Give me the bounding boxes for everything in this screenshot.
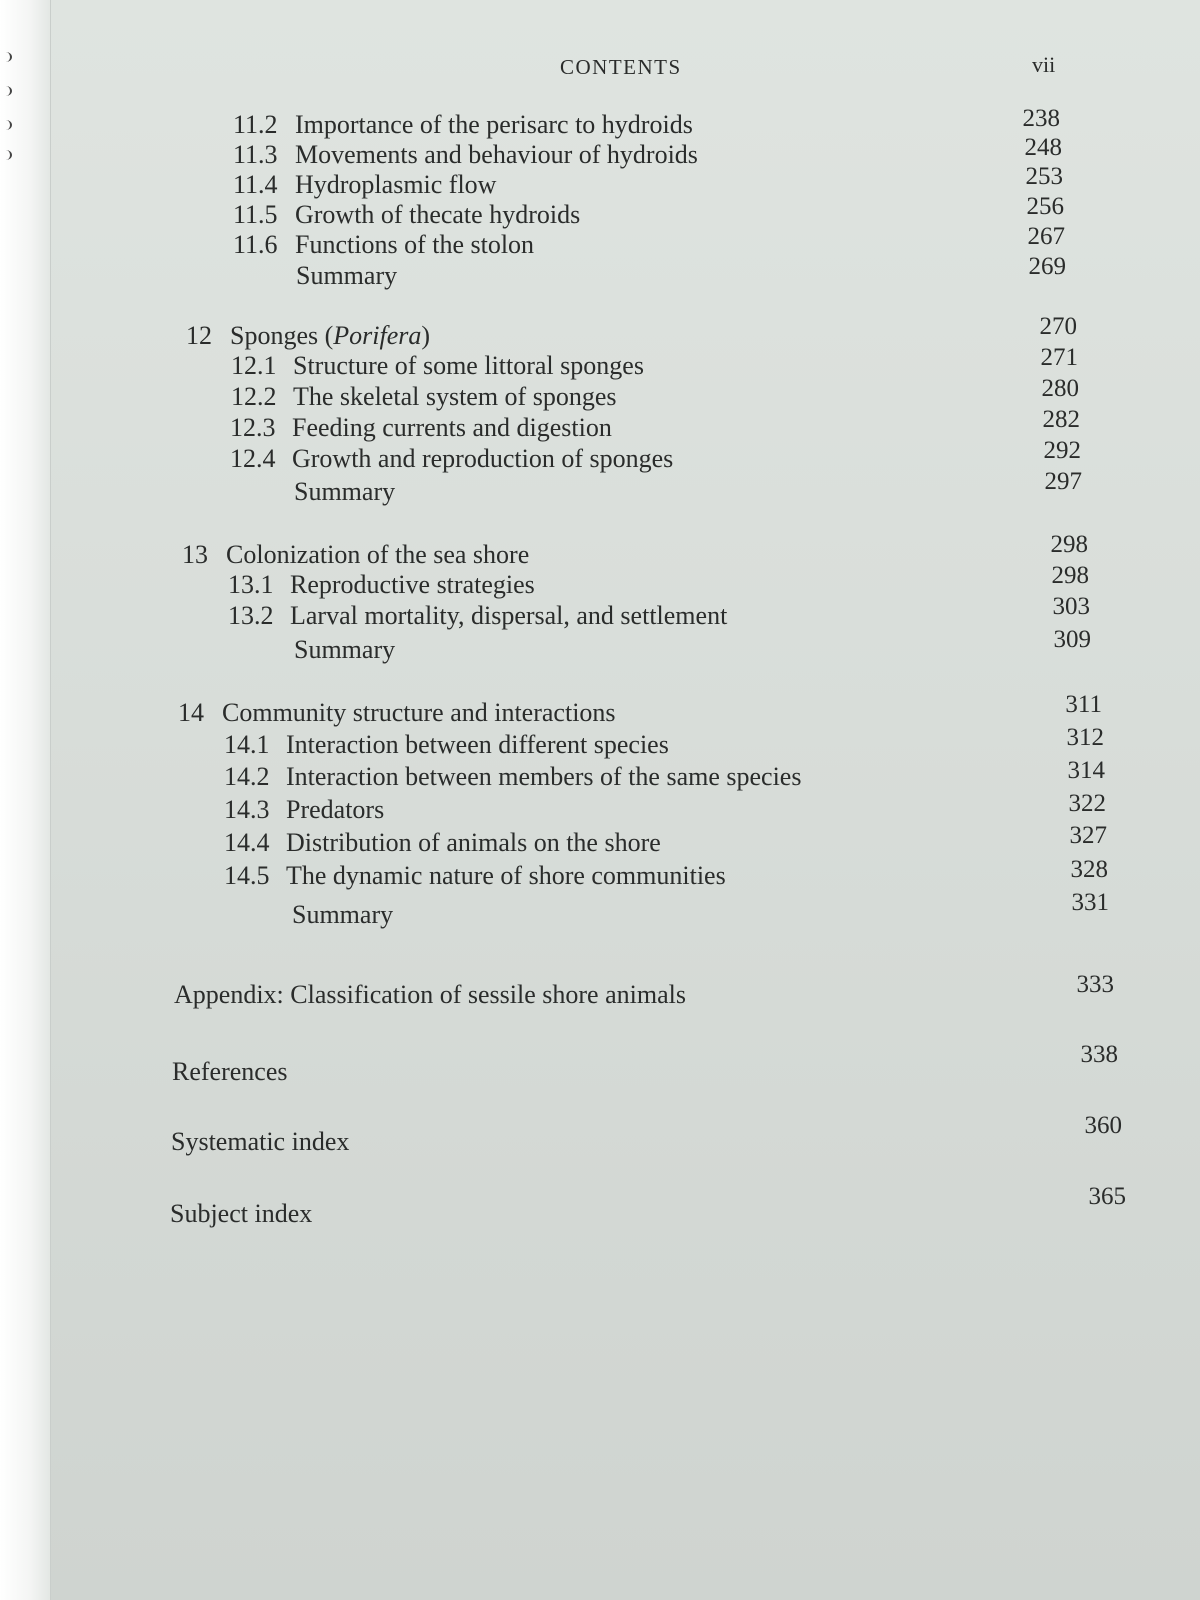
toc-section [224, 730, 669, 760]
section-title: Distribution of animals on the shore [286, 828, 661, 857]
page-number: 311 [1065, 691, 1102, 718]
page-number: 312 [1066, 724, 1104, 751]
toc-section [233, 140, 698, 170]
section-number: 14.2 [224, 762, 270, 791]
toc-chapter [186, 321, 430, 351]
page-number: 256 [1026, 193, 1064, 220]
toc-summary: Summary [292, 900, 394, 929]
page-number: 365 [1088, 1183, 1126, 1210]
section-number: 11.5 [233, 200, 278, 229]
facing-page-glyph [0, 52, 12, 62]
page-number: 314 [1067, 757, 1105, 784]
section-title: Growth and reproduction of sponges [292, 444, 674, 473]
section-title: Structure of some littoral sponges [293, 351, 644, 380]
facing-page-edge [0, 0, 51, 1600]
toc-chapter [182, 540, 529, 570]
section-title: The skeletal system of sponges [293, 382, 617, 411]
section-number: 12.2 [231, 382, 277, 411]
page-number: 303 [1052, 593, 1090, 620]
page-number: 280 [1041, 375, 1079, 402]
page-number: 338 [1080, 1041, 1118, 1068]
toc-summary: Summary [296, 261, 398, 290]
section-number: 12.4 [230, 444, 276, 473]
page-number: 248 [1024, 134, 1062, 161]
page-number: 331 [1071, 889, 1109, 916]
page-number: 269 [1028, 253, 1066, 280]
toc-systematic-index: Systematic index [171, 1127, 350, 1156]
toc-references: References [172, 1057, 288, 1086]
section-title: Interaction between members of the same species [286, 762, 802, 791]
toc-summary: Summary [294, 635, 396, 664]
page-number: 333 [1076, 971, 1114, 998]
section-number: 14.3 [224, 795, 270, 824]
toc-chapter [178, 698, 616, 728]
section-number: 11.3 [233, 140, 278, 169]
toc-appendix: Appendix: Classification of sessile shore animals [174, 980, 686, 1009]
facing-page-glyph [0, 86, 12, 96]
section-number: 12.3 [230, 413, 276, 442]
toc-section [224, 861, 726, 891]
page-number: 298 [1051, 562, 1089, 589]
page-number: 327 [1069, 822, 1107, 849]
section-title: Importance of the perisarc to hydroids [295, 110, 693, 139]
chapter-number: 13 [182, 540, 208, 569]
section-title: Feeding currents and digestion [292, 413, 612, 442]
toc-section [233, 110, 693, 140]
section-number: 12.1 [231, 351, 277, 380]
page-number: 298 [1050, 531, 1088, 558]
chapter-title: Sponges ( [230, 321, 334, 350]
section-number: 14.4 [224, 828, 270, 857]
section-number: 14.5 [224, 861, 270, 890]
facing-page-glyph [0, 150, 12, 160]
page-number: 360 [1084, 1112, 1122, 1139]
toc-section [230, 444, 673, 474]
section-title: Reproductive strategies [290, 570, 535, 599]
page-number: 297 [1044, 468, 1082, 495]
toc-subject-index: Subject index [170, 1199, 313, 1228]
section-title: Functions of the stolon [295, 230, 535, 259]
page-number: 292 [1043, 437, 1081, 464]
chapter-number: 14 [178, 698, 204, 727]
chapter-title: Community structure and interactions [222, 698, 616, 727]
toc-section [228, 570, 535, 600]
toc-section [233, 200, 580, 230]
section-title: The dynamic nature of shore communities [286, 861, 726, 890]
section-number: 13.2 [228, 601, 274, 630]
page-number: 271 [1040, 344, 1078, 371]
toc-section [231, 382, 617, 412]
running-head: CONTENTS [560, 55, 682, 79]
section-title: Interaction between different species [286, 730, 669, 759]
section-number: 13.1 [228, 570, 274, 599]
section-title: Hydroplasmic flow [295, 170, 497, 199]
section-title: Predators [286, 795, 385, 824]
page-number: 322 [1068, 790, 1106, 817]
toc-section [228, 601, 727, 631]
section-number: 14.1 [224, 730, 270, 759]
page-number: 270 [1039, 313, 1077, 340]
toc-section [224, 828, 661, 858]
chapter-title-close: ) [421, 321, 431, 350]
section-title: Larval mortality, dispersal, and settlement [290, 601, 728, 630]
section-title: Growth of thecate hydroids [295, 200, 581, 229]
section-number: 11.6 [233, 230, 278, 259]
toc-section [233, 230, 534, 260]
page-number: 282 [1042, 406, 1080, 433]
section-number: 11.4 [233, 170, 278, 199]
toc-section [224, 795, 384, 825]
toc-summary: Summary [294, 477, 396, 506]
toc-section [233, 170, 496, 200]
chapter-title: Colonization of the sea shore [226, 540, 530, 569]
page-folio: vii [1032, 52, 1056, 77]
toc-section [231, 351, 644, 381]
section-number: 11.2 [233, 110, 278, 139]
toc-section [224, 762, 801, 792]
chapter-number: 12 [186, 321, 212, 350]
chapter-title-italic: Porifera [333, 321, 422, 350]
page-number: 328 [1070, 856, 1108, 883]
facing-page-glyph [0, 120, 12, 130]
page-number: 267 [1027, 223, 1065, 250]
page-number: 253 [1025, 163, 1063, 190]
section-title: Movements and behaviour of hydroids [295, 140, 698, 169]
page-number: 238 [1022, 105, 1060, 132]
toc-section [230, 413, 612, 443]
page-number: 309 [1053, 626, 1091, 653]
